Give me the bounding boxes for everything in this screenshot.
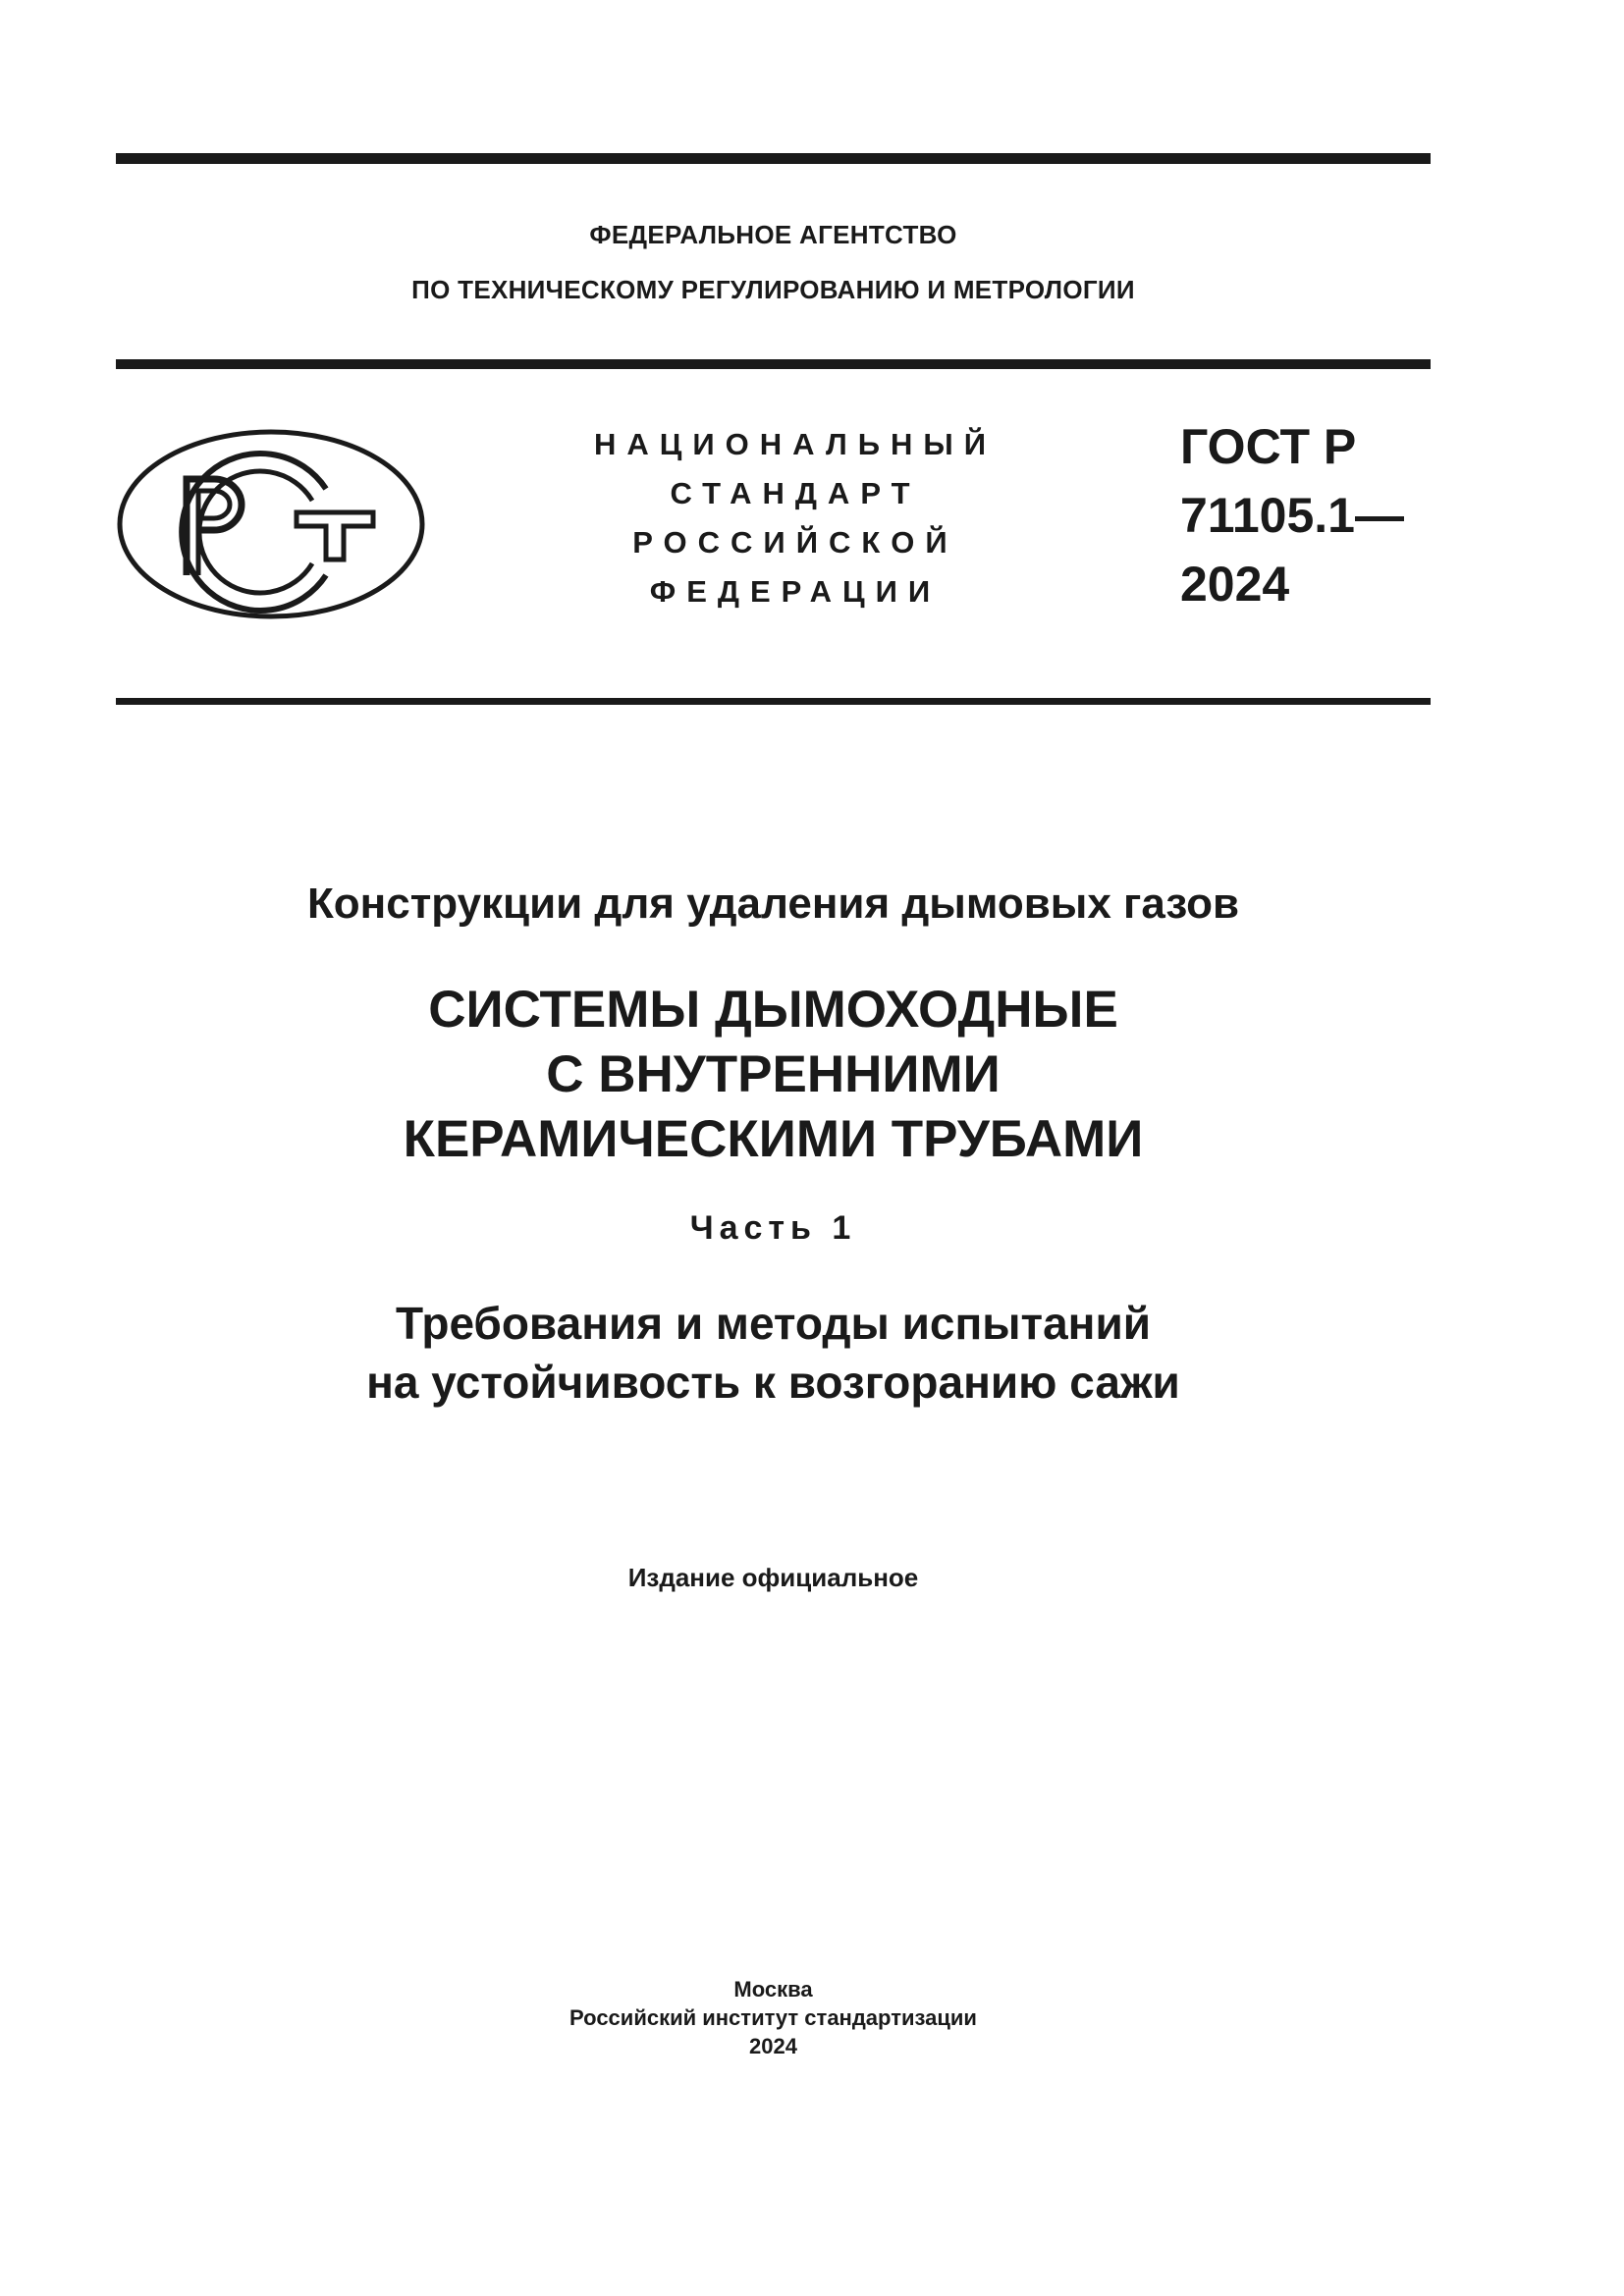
title-line-2: С ВНУТРЕННИМИ <box>546 1045 1001 1103</box>
national-standard-line: СТАНДАРТ <box>670 476 921 510</box>
subtitle-line-2: на устойчивость к возгоранию сажи <box>366 1357 1180 1408</box>
imprint-publisher: Российский институт стандартизации <box>569 2005 977 2030</box>
designation-line-3: 2024 <box>1180 557 1290 612</box>
document-subject: Конструкции для удаления дымовых газов <box>306 880 1240 928</box>
agency-line-1: ФЕДЕРАЛЬНОЕ АГЕНТСТВО <box>589 220 957 249</box>
top-rule <box>116 153 1431 164</box>
imprint-city: Москва <box>733 1977 813 2002</box>
document-subtitle <box>116 1294 1431 1412</box>
subtitle-line-1: Требования и методы испытаний <box>396 1298 1151 1349</box>
imprint-year: 2024 <box>749 2034 797 2058</box>
document-title <box>116 978 1431 1172</box>
title-line-3: КЕРАМИЧЕСКИМИ ТРУБАМИ <box>403 1110 1144 1168</box>
title-line-1: СИСТЕМЫ ДЫМОХОДНЫЕ <box>428 981 1118 1039</box>
national-standard-line: НАЦИОНАЛЬНЫЙ <box>593 427 998 461</box>
part-label: Часть 1 <box>689 1209 857 1247</box>
bottom-rule <box>116 698 1431 705</box>
national-standard-line: РОССИЙСКОЙ <box>632 525 958 560</box>
standard-designation <box>1180 412 1404 618</box>
agency-line-2: ПО ТЕХНИЧЕСКОМУ РЕГУЛИРОВАНИЮ И МЕТРОЛОГИИ <box>411 275 1135 304</box>
national-standard-label <box>550 420 1041 616</box>
designation-line-1: ГОСТ Р <box>1180 419 1357 474</box>
national-standard-line: ФЕДЕРАЦИИ <box>649 574 942 609</box>
middle-rule <box>116 359 1431 369</box>
rst-mark-icon <box>116 428 426 620</box>
designation-line-2: 71105.1— <box>1180 488 1404 543</box>
edition-label: Издание официальное <box>627 1563 919 1592</box>
imprint <box>116 1975 1431 2060</box>
